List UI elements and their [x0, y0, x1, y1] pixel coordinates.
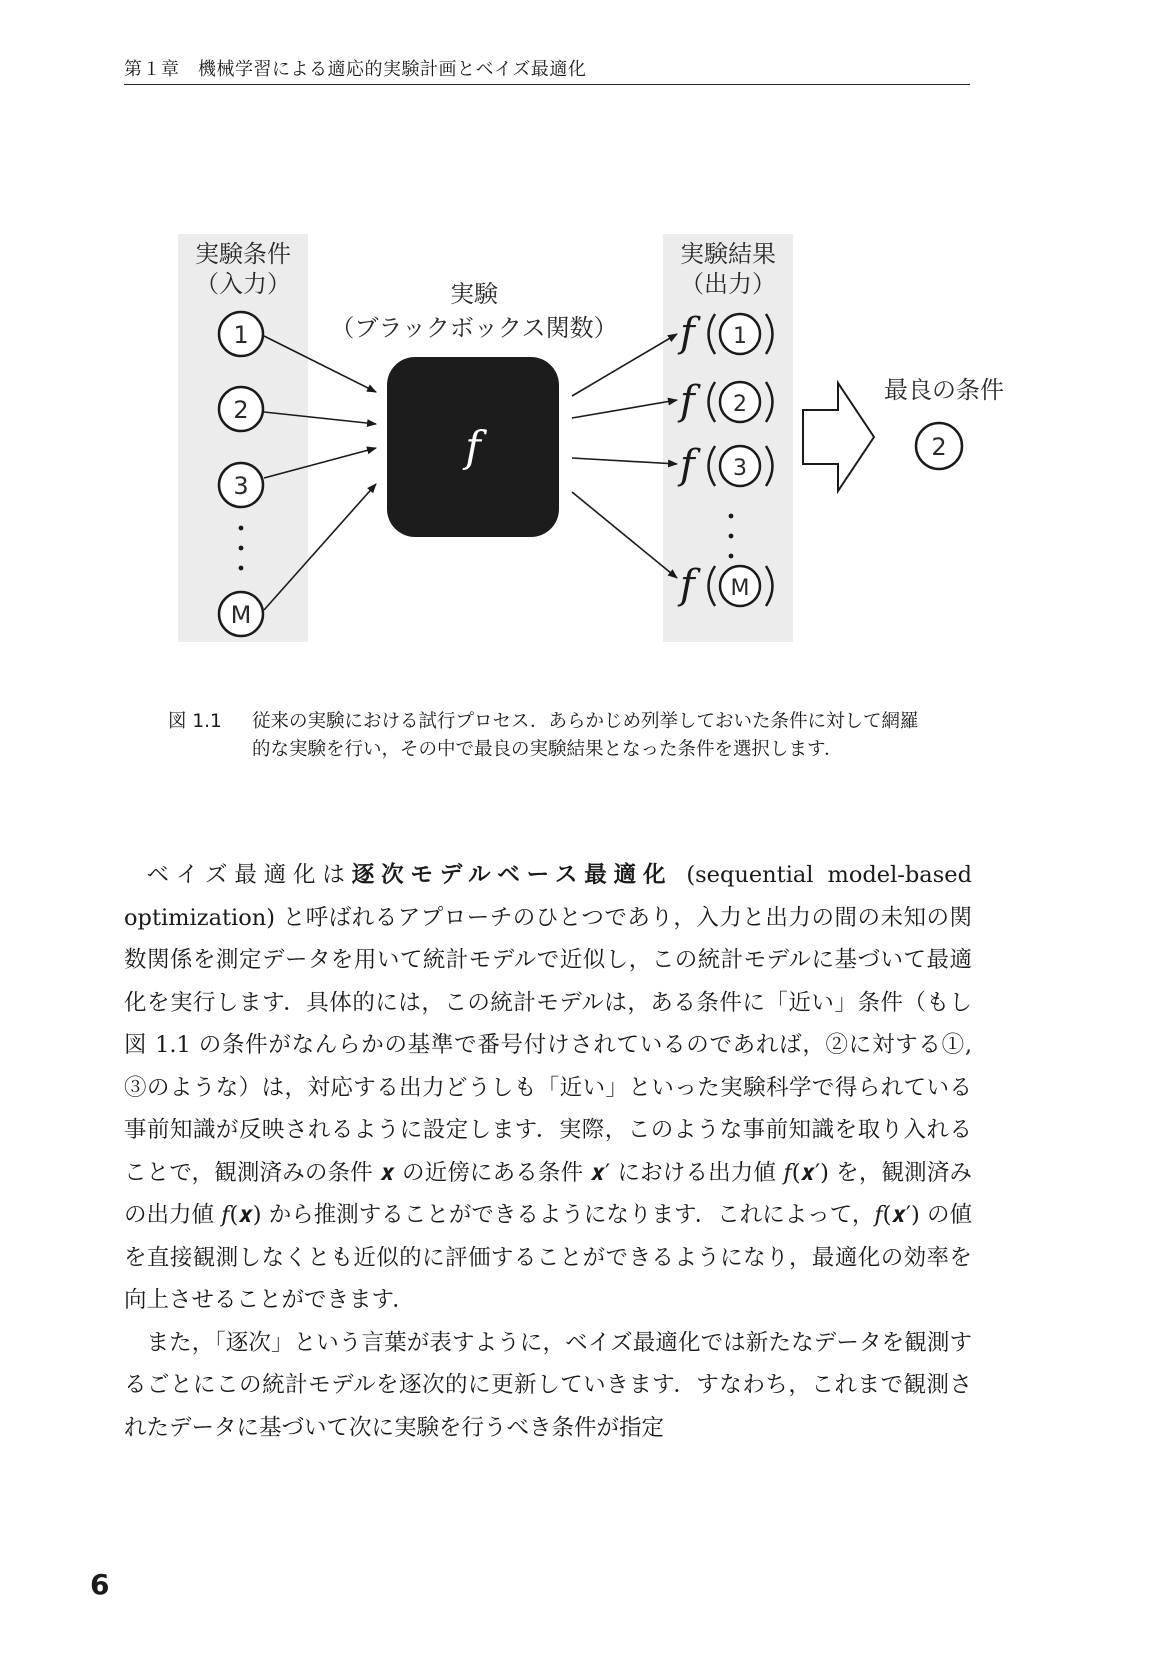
input-label-2: （入力）: [195, 270, 291, 298]
output-2-fn: f: [680, 378, 695, 424]
caption-number: 図 1.1: [168, 711, 222, 732]
best-condition-label: 最良の条件: [884, 376, 1004, 404]
input-2: [219, 387, 263, 431]
best-condition-value: 2: [931, 433, 947, 461]
input-1-label: 1: [233, 321, 249, 349]
input-2-label: 2: [233, 396, 249, 424]
center-label-1: 実験: [450, 280, 498, 308]
output-label-2: （出力）: [680, 270, 776, 298]
output-1-label: 1: [733, 324, 747, 349]
output-3-fn: f: [680, 442, 695, 488]
output-2-label: 2: [733, 392, 747, 417]
input-m: [219, 592, 263, 636]
p1-lead: ベイズ最適化は: [146, 862, 352, 888]
center-label-2: （ブラックボックス関数）: [330, 314, 618, 342]
best-condition: [916, 423, 962, 469]
input-3: [219, 463, 263, 507]
input-3-label: 3: [233, 472, 249, 500]
input-1: [219, 312, 263, 356]
paragraph-2: また，「逐次」という言葉が表すように，ベイズ最適化では新たなデータを観測するごとにこの統計モデルを逐次的に更新していきます．すなわち，これまで観測されたデータに基づいて次に実験を行うべき条件が指定: [124, 1329, 972, 1441]
output-m-label: M: [730, 576, 750, 601]
black-box-symbol: f: [465, 422, 481, 471]
output-label-1: 実験結果: [680, 240, 776, 268]
output-arrows: [572, 334, 677, 578]
output-1-fn: f: [680, 310, 695, 356]
output-3-label: 3: [733, 456, 747, 481]
chapter-title: 第１章 機械学習による適応的実験計画とベイズ最適化: [124, 59, 587, 80]
selection-arrow: [803, 383, 874, 491]
page-number: 6: [90, 1568, 110, 1601]
figure-caption: [168, 708, 928, 764]
output-m-fn: f: [680, 562, 695, 608]
p1-term: 逐次モデルベース最適化: [351, 862, 673, 888]
caption-text: 従来の実験における試行プロセス．あらかじめ列挙しておいた条件に対して網羅的な実験を行い，その中で最良の実験結果となった条件を選択します．: [252, 711, 919, 760]
input-label-1: 実験条件: [195, 240, 291, 268]
input-m-label: M: [230, 601, 252, 629]
body-text: [124, 854, 972, 1449]
paragraph-1: [124, 854, 972, 1322]
p1-rest: (sequential model-based optimization) と呼ばれるアプローチのひとつであり，入力と出力の間の未知の関数関係を測定データを用いて統計モデルで近似し，この統計モデルに基づいて最適化を実行します．具体的には，この統計モデルは，ある条件に「近い」条件（もし図 1.1 の条件がなんらかの基準で番号付けされているのであれば，②に対する①, ③のような）は，対応する出力どうしも「近い」といった実験科学で得られている事前知識が反映されるように設定します．実際，このような事前知識を取り入れることで，観測済みの条件 𝒙 の近傍にある条件 𝒙′ における出力値 𝑓(𝒙′) を，観測済みの出力値 𝑓(𝒙) から推測することができるようになります．これによって，𝑓(𝒙′) の値を直接観測しなくとも近似的に評価することができるようになり，最適化の効率を向上させることができます．: [124, 862, 972, 1313]
